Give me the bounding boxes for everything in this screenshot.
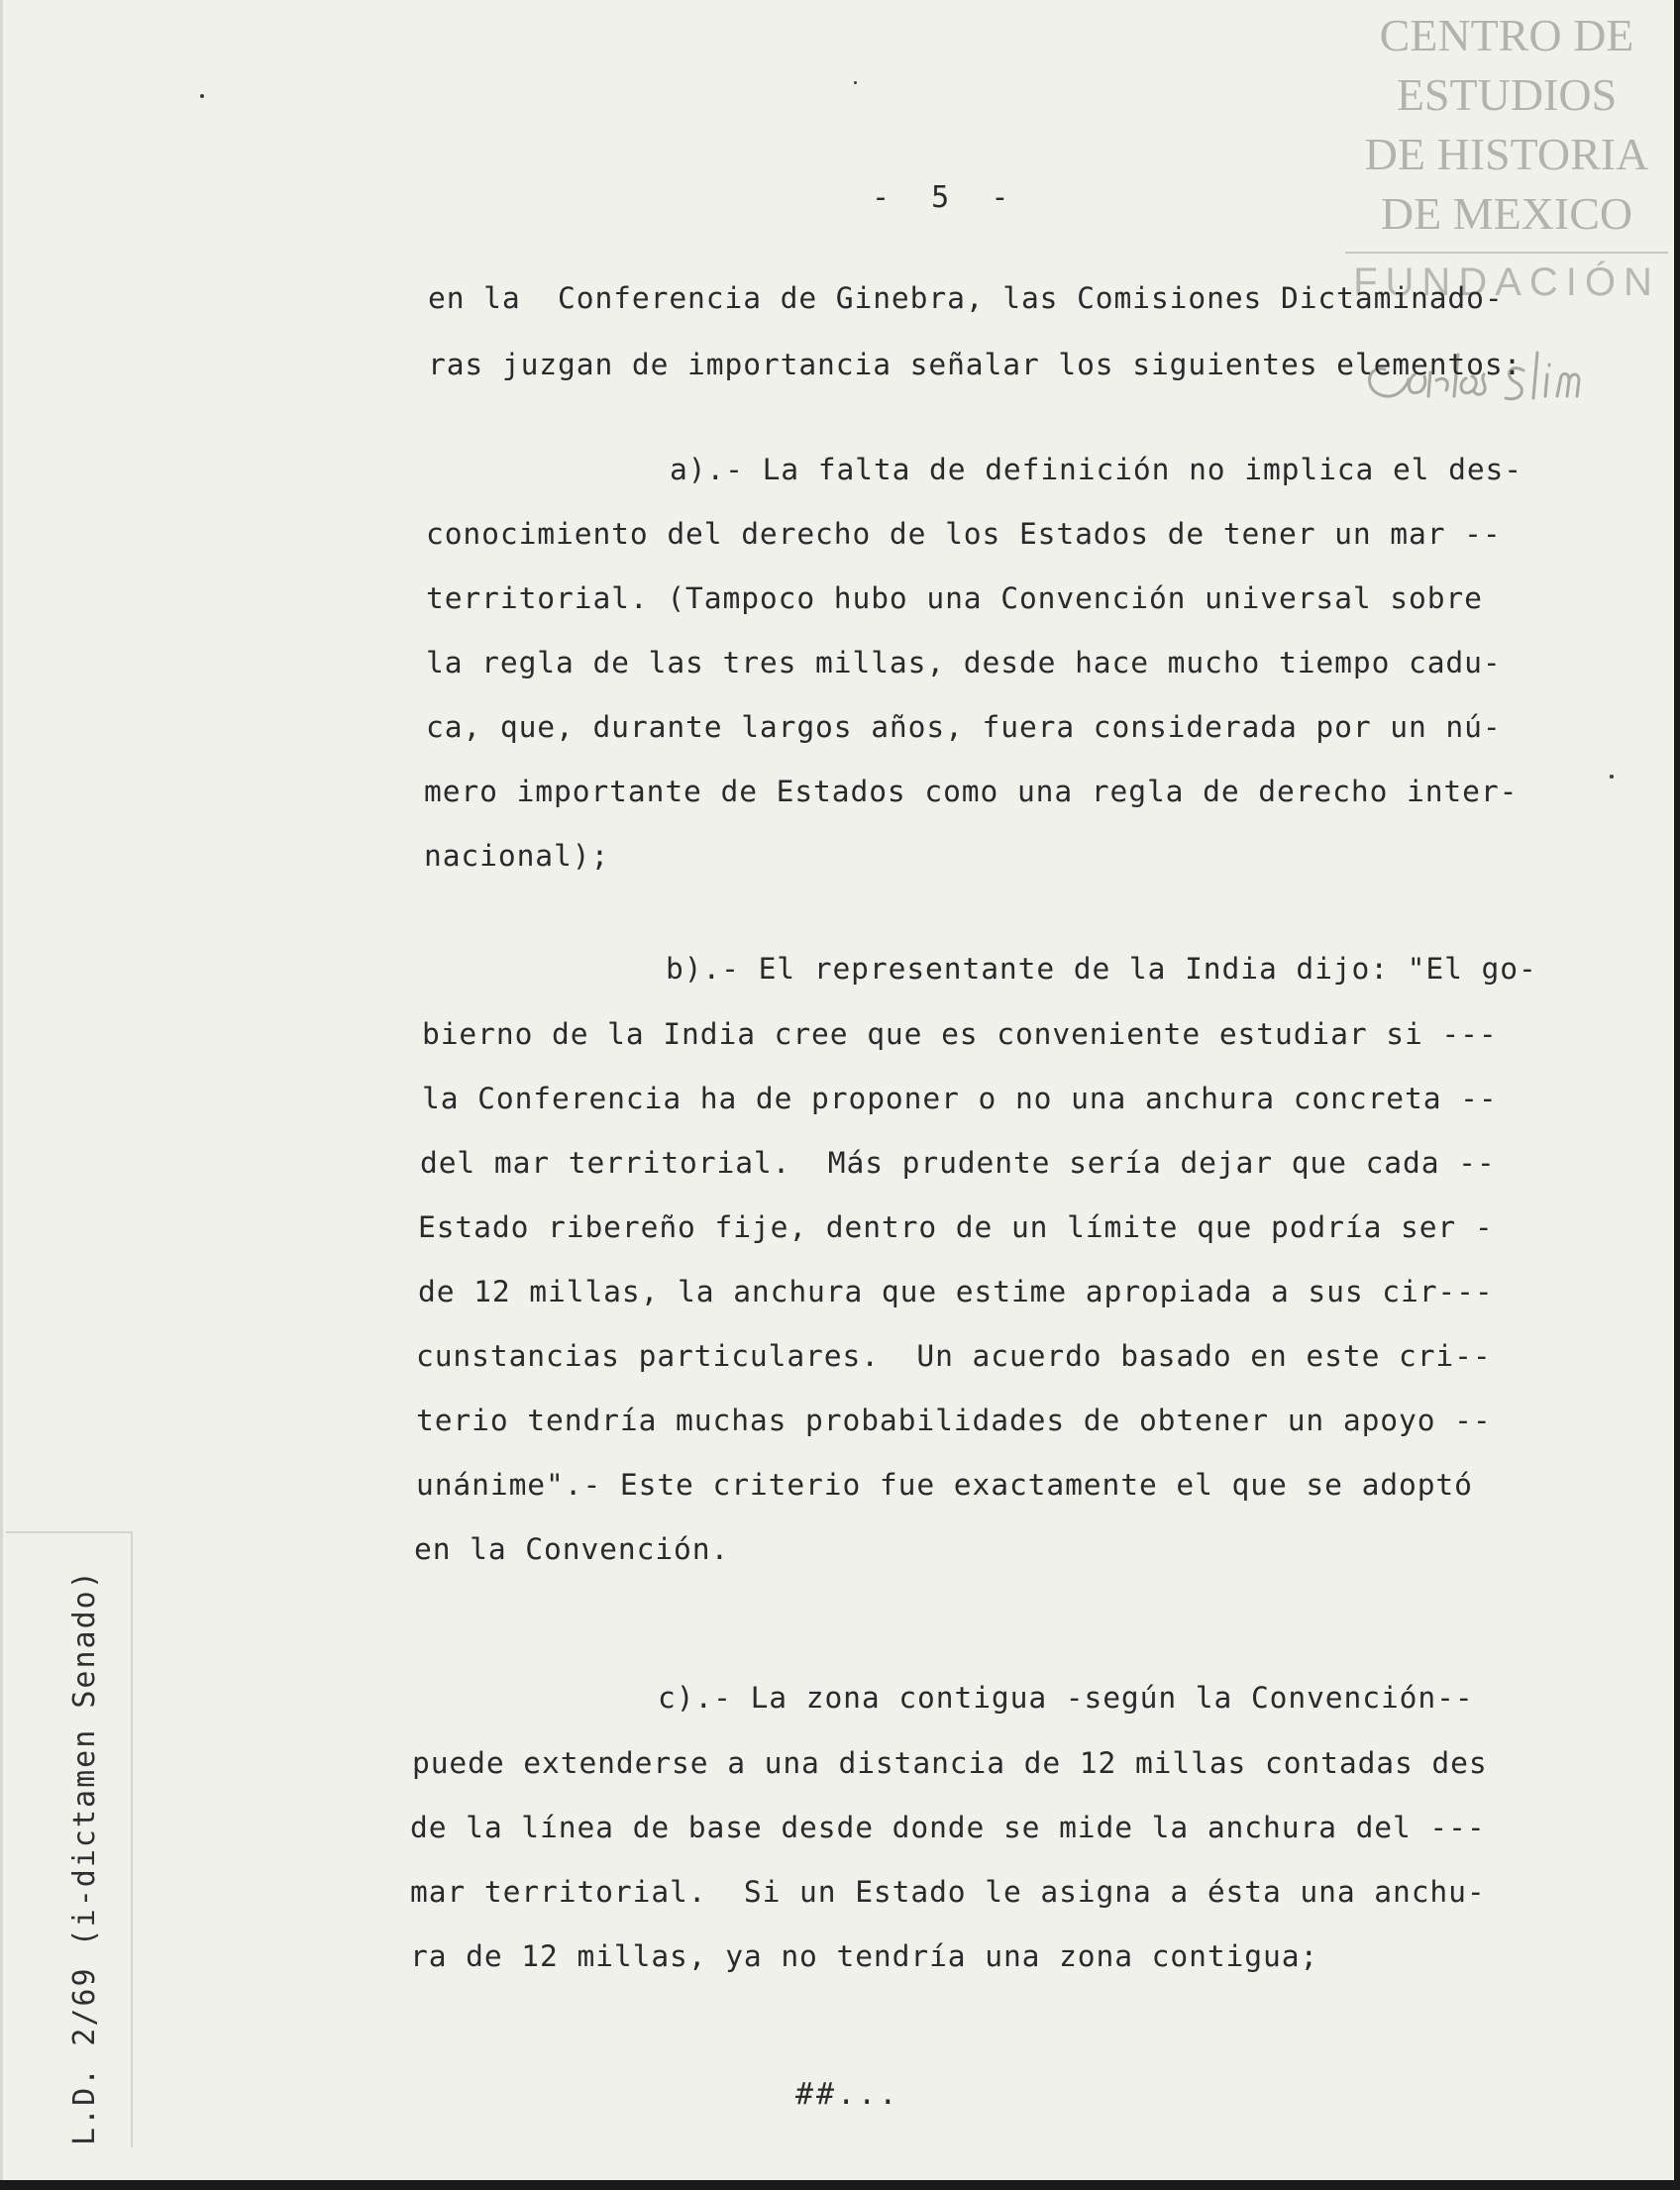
margin-box-top bbox=[6, 1531, 133, 1533]
text-line-23: mar territorial. Si un Estado le asigna a ésta una anchu- bbox=[410, 1875, 1486, 1909]
text-line-2: ras juzgan de importancia señalar los siguientes elementos: bbox=[428, 348, 1522, 381]
stamp-divider bbox=[1345, 252, 1668, 254]
text-line-12: la Conferencia ha de proponer o no una anchura concreta -- bbox=[422, 1082, 1498, 1115]
text-line-7: ca, que, durante largos años, fuera considerada por un nú- bbox=[426, 710, 1502, 744]
scan-speck bbox=[200, 94, 204, 98]
text-line-8: mero importante de Estados como una regla de derecho inter- bbox=[424, 775, 1519, 808]
page-bottom-edge bbox=[0, 2180, 1680, 2190]
text-line-20: c).- La zona contigua -según la Convención-- bbox=[658, 1681, 1474, 1715]
text-line-17: terio tendría muchas probabilidades de obtener un apoyo -- bbox=[416, 1404, 1492, 1437]
text-line-6: la regla de las tres millas, desde hace mucho tiempo cadu- bbox=[426, 646, 1502, 679]
text-line-18: unánime".- Este criterio fue exactamente el que se adoptó bbox=[416, 1468, 1473, 1502]
archive-stamp bbox=[1345, 6, 1668, 305]
stamp-line-3: DE HISTORIA bbox=[1364, 129, 1649, 179]
text-line-21: puede extenderse a una distancia de 12 millas contadas des bbox=[412, 1746, 1488, 1780]
text-line-19: en la Convención. bbox=[414, 1532, 730, 1566]
text-line-16: cunstancias particulares. Un acuerdo basado en este cri-- bbox=[416, 1339, 1492, 1373]
scan-speck bbox=[854, 81, 857, 84]
stamp-fundacion: FUNDACIÓN bbox=[1353, 261, 1660, 304]
text-line-15: de 12 millas, la anchura que estime apropiada a sus cir--- bbox=[418, 1275, 1494, 1308]
text-line-10: b).- El representante de la India dijo: "El go- bbox=[666, 952, 1537, 986]
text-line-1: en la Conferencia de Ginebra, las Comisiones Dictaminado- bbox=[428, 281, 1504, 315]
text-line-24: ra de 12 millas, ya no tendría una zona contigua; bbox=[410, 1939, 1319, 1973]
stamp-line-4: DE MEXICO bbox=[1380, 188, 1633, 239]
continuation-mark: ##... bbox=[795, 2077, 900, 2112]
stamp-line-2: ESTUDIOS bbox=[1396, 69, 1618, 120]
text-line-3: a).- La falta de definición no implica el des- bbox=[670, 453, 1522, 486]
text-line-4: conocimiento del derecho de los Estados de tener un mar -- bbox=[426, 517, 1502, 551]
text-line-22: de la línea de base desde donde se mide la anchura del --- bbox=[410, 1811, 1486, 1844]
document-reference-label: L.D. 2/69 (i-dictamen Senado) bbox=[67, 1569, 102, 2145]
text-line-14: Estado ribereño fije, dentro de un límite que podría ser - bbox=[418, 1210, 1494, 1244]
text-line-5: territorial. (Tampoco hubo una Convención universal sobre bbox=[426, 581, 1483, 615]
text-line-11: bierno de la India cree que es conveniente estudiar si --- bbox=[422, 1017, 1498, 1051]
margin-box-right bbox=[131, 1533, 133, 2147]
page-left-edge bbox=[0, 0, 3, 2190]
stamp-line-1: CENTRO DE bbox=[1379, 10, 1634, 60]
page-number: - 5 - bbox=[872, 180, 1011, 215]
text-line-13: del mar territorial. Más prudente sería dejar que cada -- bbox=[420, 1146, 1496, 1180]
page-right-edge bbox=[1674, 0, 1680, 2190]
scan-speck bbox=[1610, 775, 1614, 779]
text-line-9: nacional); bbox=[424, 839, 610, 873]
